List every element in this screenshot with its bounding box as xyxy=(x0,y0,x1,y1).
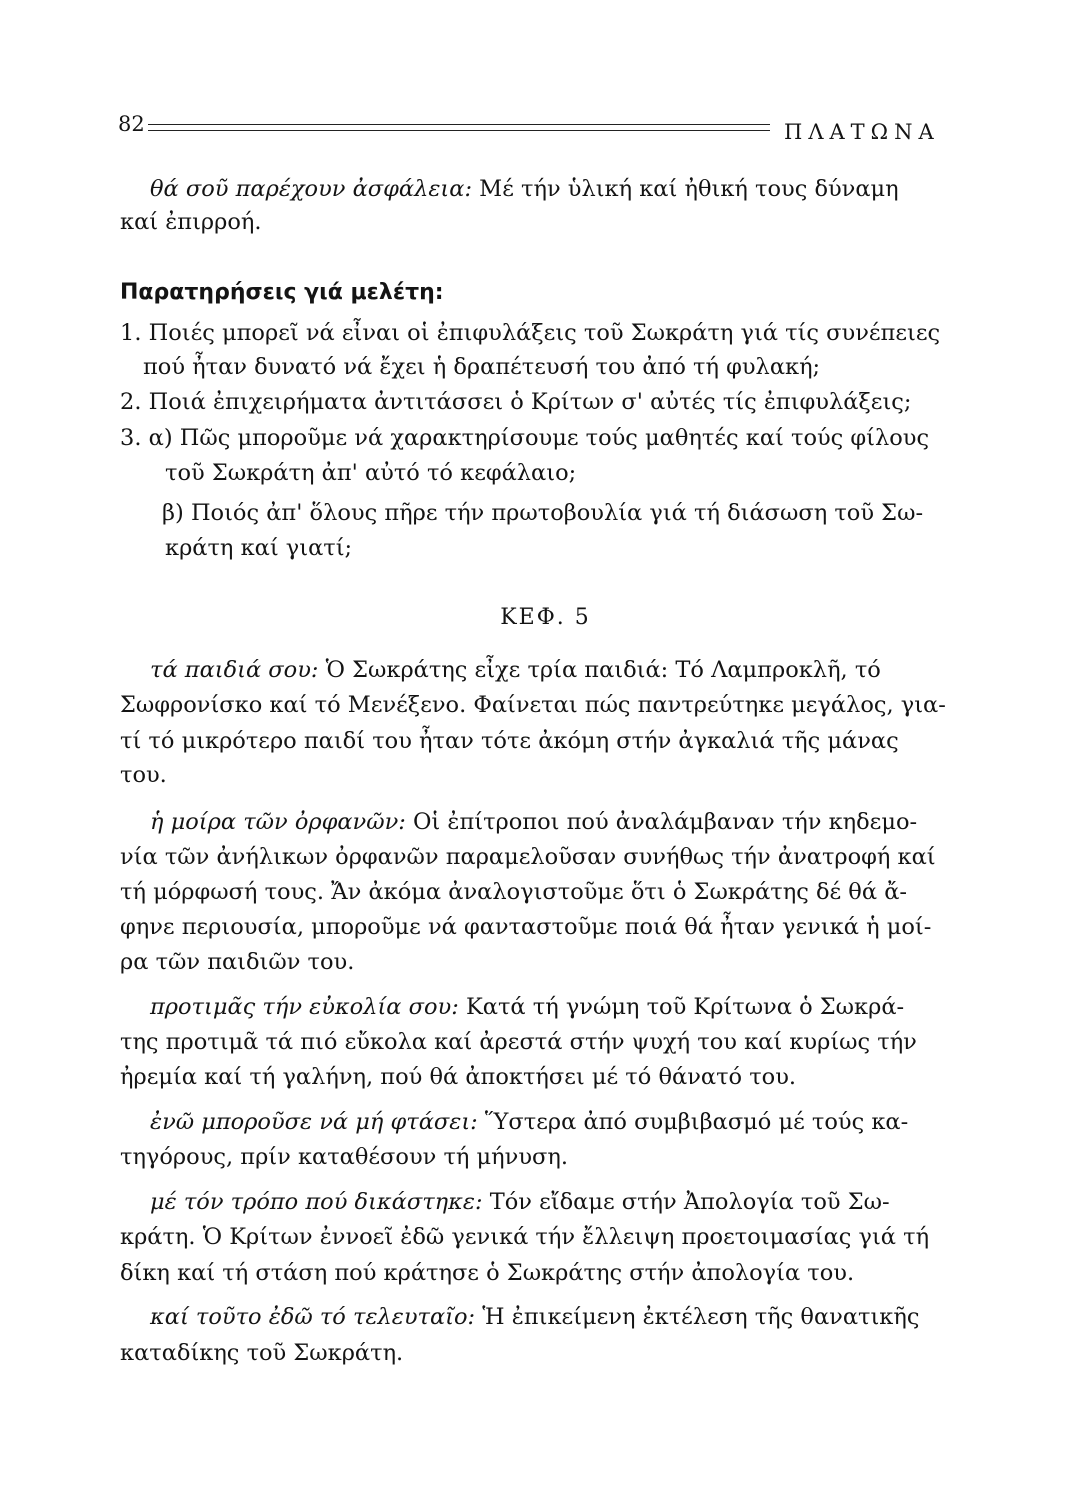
note-term: καί τοῦτο ἐδῶ τό τελευταῖο: xyxy=(150,1304,476,1330)
header-rule xyxy=(148,124,770,125)
study-notes-heading: Παρατηρήσεις γιά μελέτη: xyxy=(120,280,444,305)
note-line: φηνε περιουσία, μποροῦμε νά φανταστοῦμε ποιά θά ἦταν γενικά ἡ μοί- xyxy=(120,914,932,940)
intro-line-2: καί ἐπιρροή. xyxy=(120,209,262,235)
study-question-1: 1. Ποιές μπορεῖ νά εἶναι οἱ ἐπιφυλάξεις τοῦ Σωκράτη γιά τίς συνέπειες xyxy=(120,320,941,346)
note-line: δίκη καί τή στάση πού κράτησε ὁ Σωκράτης στήν ἀπολογία του. xyxy=(120,1260,855,1286)
note-line: μέ τόν τρόπο πού δικάστηκε: Τόν εἴδαμε στήν Ἀπολογία τοῦ Σω- xyxy=(150,1189,890,1215)
note-line: τηγόρους, πρίν καταθέσουν τή μήνυση. xyxy=(120,1144,568,1170)
note-line: ἠρεμία καί τή γαλήνη, πού θά ἀποκτήσει μέ τό θάνατό του. xyxy=(120,1064,797,1090)
note-term: ἡ μοίρα τῶν ὀρφανῶν: xyxy=(150,809,406,835)
note-line: προτιμᾶς τήν εὐκολία σου: Κατά τή γνώμη τοῦ Κρίτωνα ὁ Σωκρά- xyxy=(150,994,905,1020)
study-question-3b-cont: κράτη καί γιατί; xyxy=(165,535,353,561)
study-question-3b: β) Ποιός ἀπ' ὅλους πῆρε τήν πρωτοβουλία γιά τή διάσωση τοῦ Σω- xyxy=(162,500,924,526)
header-rule-double xyxy=(148,130,770,131)
note-line: της προτιμᾶ τά πιό εὔκολα καί ἀρεστά στήν ψυχή του καί κυρίως τήν xyxy=(120,1029,917,1055)
note-line: κράτη. Ὁ Κρίτων ἐννοεῖ ἐδῶ γενικά τήν ἔλλειψη προετοιμασίας γιά τή xyxy=(120,1224,930,1250)
intro-line-1: θά σοῦ παρέχουν ἀσφάλεια: Μέ τήν ὑλική καί ἠθική τους δύναμη xyxy=(150,176,899,202)
chapter-heading: ΚΕΦ. 5 xyxy=(500,605,591,630)
note-line: ἐνῶ μποροῦσε νά μή φτάσει: Ὕστερα ἀπό συμβιβασμό μέ τούς κα- xyxy=(150,1109,909,1135)
study-question-3a: 3. α) Πῶς μποροῦμε νά χαρακτηρίσουμε τούς μαθητές καί τούς φίλους xyxy=(120,425,930,451)
note-term: προτιμᾶς τήν εὐκολία σου: xyxy=(150,994,459,1020)
note-line: καί τοῦτο ἐδῶ τό τελευταῖο: Ἡ ἐπικείμενη ἐκτέλεση τῆς θανατικῆς xyxy=(150,1304,920,1330)
study-question-1-cont: πού ἦταν δυνατό νά ἔχει ἡ δραπέτευσή του ἀπό τή φυλακή; xyxy=(143,354,821,380)
note-line: τά παιδιά σου: Ὁ Σωκράτης εἶχε τρία παιδιά: Τό Λαμπροκλῆ, τό xyxy=(150,657,881,683)
study-question-3a-cont: τοῦ Σωκράτη ἀπ' αὐτό τό κεφάλαιο; xyxy=(165,460,577,486)
note-line: του. xyxy=(120,762,167,788)
note-term: μέ τόν τρόπο πού δικάστηκε: xyxy=(150,1189,483,1215)
note-line: νία τῶν ἀνήλικων ὀρφανῶν παραμελοῦσαν συνήθως τήν ἀνατροφή καί xyxy=(120,844,936,870)
running-title: ΠΛΑΤΩΝΑ xyxy=(784,120,940,144)
note-line: καταδίκης τοῦ Σωκράτη. xyxy=(120,1340,404,1366)
note-line: τή μόρφωσή τους. Ἄν ἀκόμα ἀναλογιστοῦμε ὅτι ὁ Σωκράτης δέ θά ἄ- xyxy=(120,879,907,905)
note-line: ρα τῶν παιδιῶν του. xyxy=(120,949,355,975)
note-term: ἐνῶ μποροῦσε νά μή φτάσει: xyxy=(150,1109,478,1135)
page-number: 82 xyxy=(118,112,145,136)
study-question-2: 2. Ποιά ἐπιχειρήματα ἀντιτάσσει ὁ Κρίτων σ' αὐτές τίς ἐπιφυλάξεις; xyxy=(120,389,912,415)
note-term: θά σοῦ παρέχουν ἀσφάλεια: xyxy=(150,176,473,202)
note-line: ἡ μοίρα τῶν ὀρφανῶν: Οἱ ἐπίτροποι πού ἀναλάμβαναν τήν κηδεμο- xyxy=(150,809,918,835)
note-line: τί τό μικρότερο παιδί του ἦταν τότε ἀκόμη στήν ἀγκαλιά τῆς μάνας xyxy=(120,728,899,754)
note-line: Σωφρονίσκο καί τό Μενέξενο. Φαίνεται πώς παντρεύτηκε μεγάλος, για- xyxy=(120,692,946,718)
note-term: τά παιδιά σου: xyxy=(150,657,319,683)
running-header xyxy=(118,112,938,152)
